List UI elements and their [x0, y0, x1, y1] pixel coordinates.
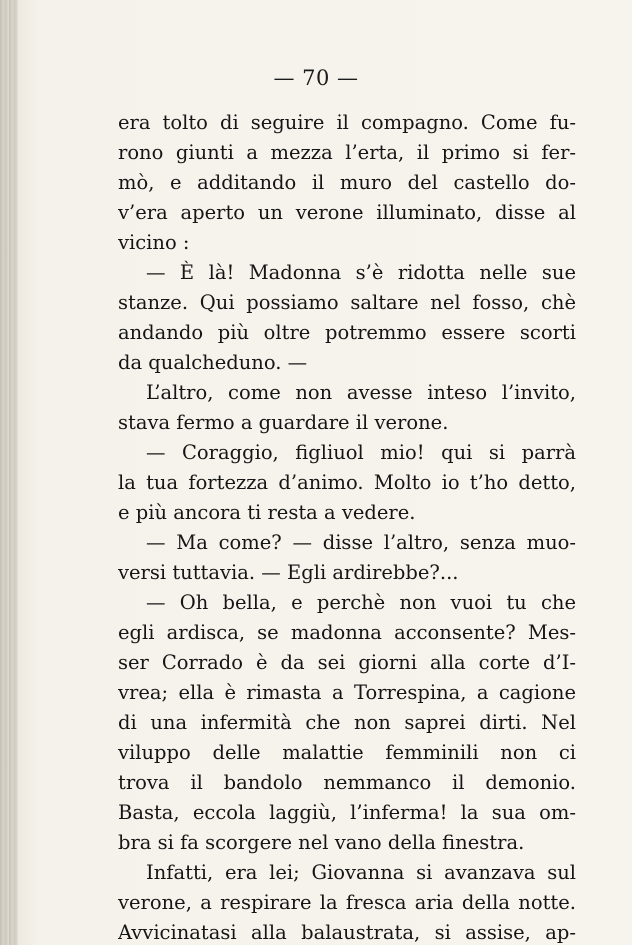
- text-line: bra si fa scorgere nel vano della finestra.: [118, 831, 525, 854]
- text-line: — Ma come? — disse l’altro, senza muo-: [146, 531, 576, 554]
- text-line: viluppo delle malattie femminili non ci: [118, 741, 576, 764]
- text-line: Basta, eccola laggiù, l’inferma! la sua om-: [118, 801, 576, 824]
- text-line: stava fermo a guardare il verone.: [118, 411, 449, 434]
- text-line: — È là! Madonna s’è ridotta nelle sue: [146, 261, 576, 284]
- text-line: trova il bandolo nemmanco il demonio.: [118, 771, 576, 794]
- text-line: egli ardisca, se madonna acconsente? Mes-: [118, 621, 576, 644]
- text-line: v’era aperto un verone illuminato, disse al: [118, 201, 576, 224]
- text-line: Infatti, era lei; Giovanna si avanzava sul: [146, 861, 576, 884]
- page-text: [118, 108, 576, 945]
- text-line: L’altro, come non avesse inteso l’invito,: [146, 381, 576, 404]
- text-line: la tua fortezza d’animo. Molto io t’ho detto,: [118, 471, 576, 494]
- text-line: era tolto di seguire il compagno. Come fu-: [118, 111, 576, 134]
- text-line: rono giunti a mezza l’erta, il primo si fer-: [118, 141, 576, 164]
- text-line: — Coraggio, figliuol mio! qui si parrà: [146, 441, 576, 464]
- text-line: vrea; ella è rimasta a Torrespina, a cagione: [118, 681, 576, 704]
- text-line: Avvicinatasi alla balaustrata, si assise, ap-: [118, 921, 576, 944]
- text-line: stanze. Qui possiamo saltare nel fosso, chè: [118, 291, 576, 314]
- text-line: mò, e additando il muro del castello do-: [118, 171, 576, 194]
- text-line: ser Corrado è da sei giorni alla corte d’I-: [118, 651, 576, 674]
- text-line: verone, a respirare la fresca aria della notte.: [118, 891, 576, 914]
- page-number: — 70 —: [273, 66, 359, 90]
- text-line: di una infermità che non saprei dirti. Nel: [118, 711, 576, 734]
- text-line: andando più oltre potremmo essere scorti: [118, 321, 576, 344]
- page-binding-edge: [0, 0, 18, 945]
- text-line: — Oh bella, e perchè non vuoi tu che: [146, 591, 576, 614]
- text-line: versi tuttavia. — Egli ardirebbe?...: [118, 561, 459, 584]
- text-line: e più ancora ti resta a vedere.: [118, 501, 416, 524]
- text-line: da qualcheduno. —: [118, 351, 308, 374]
- text-line: vicino :: [118, 231, 190, 254]
